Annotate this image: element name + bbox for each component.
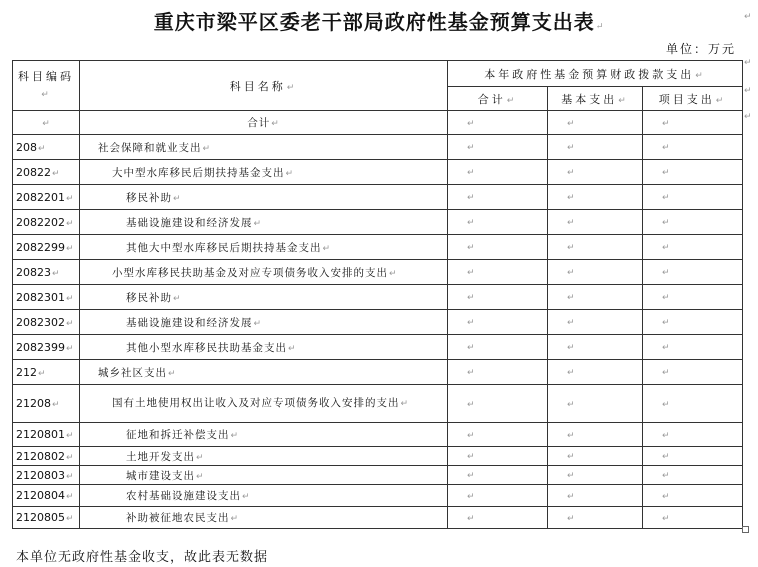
row-code-cell: 2120802↵: [13, 447, 80, 466]
row-name-cell: 其他大中型水库移民后期扶持基金支出↵: [80, 235, 448, 260]
note-text: 本单位无政府性基金收支，故此表无数据: [16, 550, 269, 565]
row-name-cell: 城市建设支出↵: [80, 466, 448, 485]
row-basic-cell: ↵: [548, 285, 643, 310]
row-total-cell: ↵: [448, 360, 548, 385]
table-row: [13, 335, 743, 360]
row-total-cell: ↵: [448, 185, 548, 210]
row-basic-cell: ↵: [548, 185, 643, 210]
row-code-cell: 20822↵: [13, 160, 80, 185]
table-row: [13, 285, 743, 310]
row-basic-cell: ↵: [548, 260, 643, 285]
line-mark: ↵: [744, 112, 752, 122]
header-basic: 基本支出↵: [548, 87, 643, 111]
row-total-cell: ↵: [448, 260, 548, 285]
row-name-cell: 国有土地使用权出让收入及对应专项债务收入安排的支出↵: [80, 385, 448, 423]
row-code-cell: 2120801↵: [13, 423, 80, 447]
row-code-cell: 208↵: [13, 135, 80, 160]
header-total: 合计↵: [448, 87, 548, 111]
row-name-cell: 补助被征地农民支出↵: [80, 507, 448, 529]
row-project-cell: ↵: [643, 160, 743, 185]
row-total-cell: ↵: [448, 485, 548, 507]
row-basic-cell: ↵: [548, 423, 643, 447]
header-name: 科目名称↵: [80, 61, 448, 111]
row-total-cell: ↵: [448, 335, 548, 360]
row-project-cell: ↵: [643, 447, 743, 466]
row-name-cell: 其他小型水库移民扶助基金支出↵: [80, 335, 448, 360]
row-project-cell: ↵: [643, 285, 743, 310]
row-total-cell: ↵: [448, 285, 548, 310]
row-name-cell: 基础设施建设和经济发展↵: [80, 210, 448, 235]
row-basic-cell: ↵: [548, 385, 643, 423]
page-title: 重庆市梁平区委老干部局政府性基金预算支出表↵: [153, 10, 605, 34]
total-label-cell: 合计↵: [80, 111, 448, 135]
row-project-cell: ↵: [643, 210, 743, 235]
row-basic-cell: ↵: [548, 310, 643, 335]
table-row: [13, 447, 743, 466]
table-row: [13, 385, 743, 423]
line-mark: ↵: [744, 58, 752, 68]
row-basic-cell: ↵: [548, 160, 643, 185]
row-project-cell: ↵: [643, 507, 743, 529]
row-project-cell: ↵: [643, 485, 743, 507]
row-name-cell: 移民补助↵: [80, 285, 448, 310]
table-resize-handle[interactable]: [742, 526, 749, 533]
line-mark: ↵: [744, 12, 752, 22]
row-code-cell: 2082299↵: [13, 235, 80, 260]
row-total-cell: ↵: [448, 310, 548, 335]
row-project-cell: ↵: [643, 385, 743, 423]
table-row: [13, 360, 743, 385]
row-project-cell: ↵: [643, 466, 743, 485]
row-basic-cell: ↵: [548, 466, 643, 485]
table-row: [13, 485, 743, 507]
row-project-cell: ↵: [643, 335, 743, 360]
row-project-cell: ↵: [643, 310, 743, 335]
total-value-cell: ↵: [448, 111, 548, 135]
table-row: [13, 135, 743, 160]
row-project-cell: ↵: [643, 185, 743, 210]
row-name-cell: 基础设施建设和经济发展↵: [80, 310, 448, 335]
table-row: [13, 260, 743, 285]
budget-table: [12, 60, 743, 529]
row-total-cell: ↵: [448, 385, 548, 423]
row-name-cell: 征地和拆迁补偿支出↵: [80, 423, 448, 447]
row-code-cell: 2120805↵: [13, 507, 80, 529]
table-row: [13, 507, 743, 529]
row-basic-cell: ↵: [548, 447, 643, 466]
row-code-cell: 2120803↵: [13, 466, 80, 485]
row-name-cell: 大中型水库移民后期扶持基金支出↵: [80, 160, 448, 185]
row-total-cell: ↵: [448, 160, 548, 185]
row-total-cell: ↵: [448, 507, 548, 529]
total-project-cell: ↵: [643, 111, 743, 135]
row-basic-cell: ↵: [548, 135, 643, 160]
row-code-cell: 2120804↵: [13, 485, 80, 507]
row-total-cell: ↵: [448, 466, 548, 485]
row-code-cell: 2082302↵: [13, 310, 80, 335]
row-name-cell: 土地开发支出↵: [80, 447, 448, 466]
table-row: [13, 423, 743, 447]
row-project-cell: ↵: [643, 423, 743, 447]
table-row: [13, 160, 743, 185]
header-project: 项目支出↵: [643, 87, 743, 111]
header-code: 科目编码↵: [13, 61, 80, 111]
row-basic-cell: ↵: [548, 210, 643, 235]
table-row: [13, 210, 743, 235]
row-basic-cell: ↵: [548, 485, 643, 507]
row-code-cell: 2082201↵: [13, 185, 80, 210]
row-name-cell: 农村基础设施建设支出↵: [80, 485, 448, 507]
row-project-cell: ↵: [643, 135, 743, 160]
row-code-cell: 2082202↵: [13, 210, 80, 235]
row-code-cell: 20823↵: [13, 260, 80, 285]
row-total-cell: ↵: [448, 423, 548, 447]
total-code-cell: ↵: [13, 111, 80, 135]
line-mark: ↵: [744, 86, 752, 96]
row-project-cell: ↵: [643, 360, 743, 385]
row-name-cell: 移民补助↵: [80, 185, 448, 210]
row-total-cell: ↵: [448, 447, 548, 466]
table-row: [13, 185, 743, 210]
row-code-cell: 2082399↵: [13, 335, 80, 360]
row-code-cell: 2082301↵: [13, 285, 80, 310]
row-basic-cell: ↵: [548, 235, 643, 260]
unit-label: 单位：万元: [665, 42, 736, 56]
total-row: [13, 111, 743, 135]
row-basic-cell: ↵: [548, 360, 643, 385]
row-total-cell: ↵: [448, 235, 548, 260]
table-row: [13, 310, 743, 335]
table-row: [13, 466, 743, 485]
row-code-cell: 21208↵: [13, 385, 80, 423]
table-body: [13, 135, 743, 529]
table-row: [13, 235, 743, 260]
total-basic-cell: ↵: [548, 111, 643, 135]
row-name-cell: 社会保障和就业支出↵: [80, 135, 448, 160]
row-code-cell: 212↵: [13, 360, 80, 385]
row-project-cell: ↵: [643, 235, 743, 260]
header-group: 本年政府性基金预算财政拨款支出↵: [448, 61, 743, 87]
row-total-cell: ↵: [448, 210, 548, 235]
row-basic-cell: ↵: [548, 507, 643, 529]
row-total-cell: ↵: [448, 135, 548, 160]
row-basic-cell: ↵: [548, 335, 643, 360]
row-name-cell: 城乡社区支出↵: [80, 360, 448, 385]
row-name-cell: 小型水库移民扶助基金及对应专项债务收入安排的支出↵: [80, 260, 448, 285]
row-project-cell: ↵: [643, 260, 743, 285]
